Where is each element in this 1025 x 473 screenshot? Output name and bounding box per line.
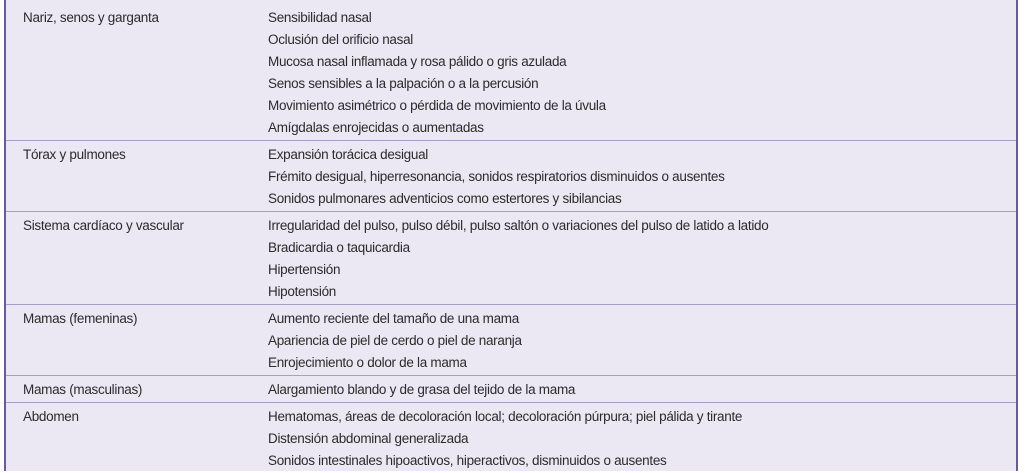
table-row [6,212,1016,305]
findings-table [6,4,1016,473]
finding-line: Sensibilidad nasal [268,7,1016,29]
finding-line: Alargamiento blando y de grasa del tejido de la mama [268,379,1016,401]
findings-cell [268,212,1016,305]
finding-line: Expansión torácica desigual [268,144,1016,166]
table-row [6,4,1016,141]
finding-line: Amígdalas enrojecidas o aumentadas [268,117,1016,139]
table-row [6,376,1016,403]
finding-line: Senos sensibles a la palpación o a la percusión [268,73,1016,95]
findings-cell [268,141,1016,212]
category-cell: Nariz, senos y garganta [6,4,268,141]
finding-line: Apariencia de piel de cerdo o piel de naranja [268,330,1016,352]
finding-line: Hipertensión [268,259,1016,281]
finding-line: Sonidos pulmonares adventicios como estertores y sibilancias [268,188,1016,210]
table-row [6,141,1016,212]
findings-cell [268,305,1016,376]
finding-line: Movimiento asimétrico o pérdida de movimiento de la úvula [268,95,1016,117]
finding-line: Bradicardia o taquicardia [268,237,1016,259]
findings-cell [268,376,1016,403]
finding-line: Hematomas, áreas de decoloración local; decoloración púrpura; piel pálida y tirante [268,406,1016,428]
finding-line: Oclusión del orificio nasal [268,29,1016,51]
finding-line: Hipotensión [268,281,1016,303]
findings-table-panel [4,0,1018,471]
category-cell: Tórax y pulmones [6,141,268,212]
category-cell: Sistema cardíaco y vascular [6,212,268,305]
finding-line: Aumento reciente del tamaño de una mama [268,308,1016,330]
findings-cell [268,4,1016,141]
table-row [6,305,1016,376]
table-row [6,403,1016,473]
category-cell: Mamas (femeninas) [6,305,268,376]
category-cell: Mamas (masculinas) [6,376,268,403]
finding-line: Mucosa nasal inflamada y rosa pálido o gris azulada [268,51,1016,73]
finding-line: Distensión abdominal generalizada [268,428,1016,450]
finding-line: Irregularidad del pulso, pulso débil, pulso saltón o variaciones del pulso de latido a latido [268,215,1016,237]
category-cell: Abdomen [6,403,268,473]
finding-line: Enrojecimiento o dolor de la mama [268,352,1016,374]
finding-line: Frémito desigual, hiperresonancia, sonidos respiratorios disminuidos o ausentes [268,166,1016,188]
findings-cell [268,403,1016,473]
finding-line: Sonidos intestinales hipoactivos, hiperactivos, disminuidos o ausentes [268,450,1016,472]
